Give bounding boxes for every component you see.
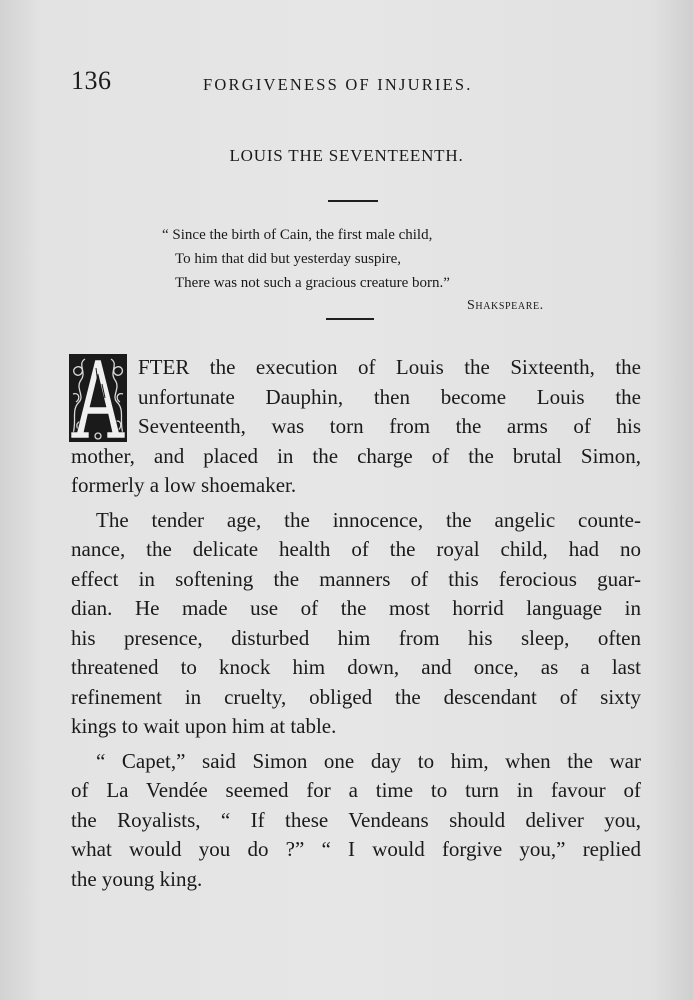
body-line: the Royalists, “ If these Vendeans should deliver you,: [71, 808, 641, 832]
ornamental-rule-bottom: [326, 318, 374, 320]
body-line: kings to wait upon him at table.: [71, 714, 337, 738]
body-line: effect in softening the manners of this ferocious guar-: [71, 567, 641, 591]
epigraph-attribution: Shakspeare.: [467, 298, 544, 313]
body-line: mother, and placed in the charge of the brutal Simon,: [71, 444, 641, 468]
body-line: Seventeenth, was torn from the arms of his: [138, 414, 641, 438]
body-line: nance, the delicate health of the royal child, had no: [71, 537, 641, 561]
body-line: the young king.: [71, 867, 203, 891]
epigraph: [162, 223, 450, 295]
body-line: of La Vendée seemed for a time to turn in favour of: [71, 778, 641, 802]
chapter-title: LOUIS THE SEVENTEENTH.: [229, 146, 464, 165]
epigraph-line: To him that did but yesterday suspire,: [175, 251, 401, 267]
body-line: his presence, disturbed him from his sleep, often: [71, 626, 641, 650]
body-line: dian. He made use of the most horrid language in: [71, 596, 641, 620]
ornamental-rule-top: [328, 200, 378, 202]
body-line: unfortunate Dauphin, then become Louis the: [138, 385, 641, 409]
body-line: refinement in cruelty, obliged the descendant of sixty: [71, 685, 641, 709]
epigraph-line: There was not such a gracious creature born.”: [175, 275, 450, 291]
body-line: The tender age, the innocence, the angelic counte-: [96, 508, 641, 532]
body-line: FTER the execution of Louis the Sixteenth, the: [138, 355, 641, 379]
body-line: threatened to knock him down, and once, as a last: [71, 655, 641, 679]
body-line: what would you do ?” “ I would forgive you,” replied: [71, 837, 641, 861]
page-number: 136: [71, 66, 112, 95]
epigraph-line: “ Since the birth of Cain, the first male child,: [162, 227, 433, 243]
body-line: “ Capet,” said Simon one day to him, when the war: [96, 749, 641, 773]
running-head: FORGIVENESS OF INJURIES.: [203, 75, 473, 94]
body-line: formerly a low shoemaker.: [71, 473, 297, 497]
decorated-dropcap-icon: [69, 354, 127, 442]
